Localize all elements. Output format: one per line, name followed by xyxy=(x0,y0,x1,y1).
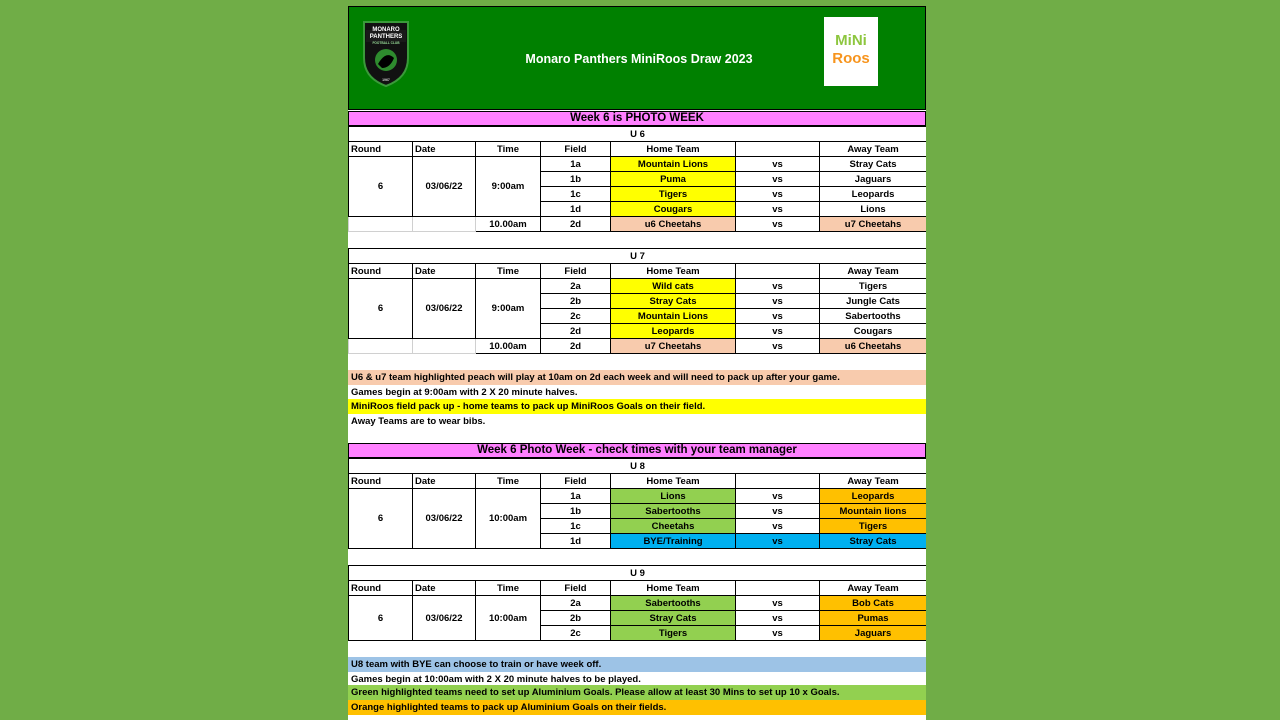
home-team-cell: Sabertooths xyxy=(611,596,736,611)
field-cell: 1a xyxy=(541,157,611,172)
vs-cell: vs xyxy=(736,324,820,339)
header-blank xyxy=(736,264,820,279)
u8-table xyxy=(348,458,926,549)
vs-cell: vs xyxy=(736,172,820,187)
empty-cell xyxy=(413,217,476,232)
away-team-cell: Stray Cats xyxy=(820,157,927,172)
field-cell: 2d xyxy=(541,339,611,354)
u8-header-row xyxy=(349,474,927,489)
round-cell: 6 xyxy=(349,157,413,217)
header-field: Field xyxy=(541,142,611,157)
table-row xyxy=(349,217,927,232)
home-team-cell: Stray Cats xyxy=(611,294,736,309)
home-team-cell: u6 Cheetahs xyxy=(611,217,736,232)
vs-cell: vs xyxy=(736,217,820,232)
away-team-cell: Stray Cats xyxy=(820,534,927,549)
time-cell: 10:00am xyxy=(476,596,541,641)
header-date: Date xyxy=(413,474,476,489)
date-cell: 03/06/22 xyxy=(413,157,476,217)
away-team-cell: Cougars xyxy=(820,324,927,339)
header-time: Time xyxy=(476,474,541,489)
header-home-team: Home Team xyxy=(611,264,736,279)
field-cell: 2c xyxy=(541,626,611,641)
header-date: Date xyxy=(413,142,476,157)
u8-label: U 8 xyxy=(349,459,927,474)
vs-cell: vs xyxy=(736,626,820,641)
u9-table xyxy=(348,565,926,641)
field-cell: 1d xyxy=(541,202,611,217)
vs-cell: vs xyxy=(736,157,820,172)
header-round: Round xyxy=(349,142,413,157)
round-cell: 6 xyxy=(349,489,413,549)
home-team-cell: u7 Cheetahs xyxy=(611,339,736,354)
vs-cell: vs xyxy=(736,279,820,294)
header-home-team: Home Team xyxy=(611,142,736,157)
away-team-cell: u7 Cheetahs xyxy=(820,217,927,232)
vs-cell: vs xyxy=(736,187,820,202)
home-team-cell: Stray Cats xyxy=(611,611,736,626)
empty-cell xyxy=(349,339,413,354)
away-team-cell: Leopards xyxy=(820,489,927,504)
header-field: Field xyxy=(541,581,611,596)
table-row xyxy=(349,157,927,172)
empty-cell xyxy=(349,217,413,232)
date-cell: 03/06/22 xyxy=(413,489,476,549)
away-team-cell: Lions xyxy=(820,202,927,217)
home-team-cell: Mountain Lions xyxy=(611,157,736,172)
home-team-cell: BYE/Training xyxy=(611,534,736,549)
header-date: Date xyxy=(413,581,476,596)
field-cell: 2d xyxy=(541,217,611,232)
note-game-start: Games begin at 9:00am with 2 X 20 minute halves. xyxy=(351,387,578,398)
draw-sheet xyxy=(348,6,926,720)
field-cell: 1b xyxy=(541,172,611,187)
vs-cell: vs xyxy=(736,596,820,611)
vs-cell: vs xyxy=(736,339,820,354)
note-game-start-2: Games begin at 10:00am with 2 X 20 minute halves to be played. xyxy=(351,674,641,685)
u9-label: U 9 xyxy=(349,566,927,581)
note-bibs: Away Teams are to wear bibs. xyxy=(351,416,486,427)
miniroos-logo-top: MiNi xyxy=(835,32,867,49)
header-time: Time xyxy=(476,581,541,596)
away-team-cell: Tigers xyxy=(820,519,927,534)
page-title: Monaro Panthers MiniRoos Draw 2023 xyxy=(525,52,753,66)
home-team-cell: Sabertooths xyxy=(611,504,736,519)
vs-cell: vs xyxy=(736,202,820,217)
away-team-cell: Jaguars xyxy=(820,172,927,187)
away-team-cell: Sabertooths xyxy=(820,309,927,324)
home-team-cell: Lions xyxy=(611,489,736,504)
table-row xyxy=(349,596,927,611)
header-away-team: Away Team xyxy=(820,581,927,596)
away-team-cell: Leopards xyxy=(820,187,927,202)
field-cell: 2b xyxy=(541,611,611,626)
header-field: Field xyxy=(541,264,611,279)
u6-table xyxy=(348,126,926,232)
header-time: Time xyxy=(476,264,541,279)
miniroos-logo xyxy=(824,17,878,86)
home-team-cell: Puma xyxy=(611,172,736,187)
svg-text:PANTHERS: PANTHERS xyxy=(369,34,403,40)
home-team-cell: Tigers xyxy=(611,626,736,641)
home-team-cell: Tigers xyxy=(611,187,736,202)
field-cell: 2a xyxy=(541,279,611,294)
note-bye: U8 team with BYE can choose to train or have week off. xyxy=(348,657,926,672)
time-cell: 9:00am xyxy=(476,279,541,339)
away-team-cell: Mountain lions xyxy=(820,504,927,519)
header-field: Field xyxy=(541,474,611,489)
field-cell: 1c xyxy=(541,187,611,202)
home-team-cell: Mountain Lions xyxy=(611,309,736,324)
header-blank xyxy=(736,142,820,157)
note-pack-up: MiniRoos field pack up - home teams to pack up MiniRoos Goals on their field. xyxy=(348,399,926,414)
u7-header-row xyxy=(349,264,927,279)
field-cell: 1d xyxy=(541,534,611,549)
time-cell: 10.00am xyxy=(476,339,541,354)
away-team-cell: u6 Cheetahs xyxy=(820,339,927,354)
home-team-cell: Wild cats xyxy=(611,279,736,294)
note-orange-teams: Orange highlighted teams to pack up Aluminium Goals on their fields. xyxy=(348,700,926,715)
away-team-cell: Bob Cats xyxy=(820,596,927,611)
vs-cell: vs xyxy=(736,489,820,504)
header-round: Round xyxy=(349,474,413,489)
field-cell: 2a xyxy=(541,596,611,611)
note-peach-teams: U6 & u7 team highlighted peach will play at 10am on 2d each week and will need to pack up after your game. xyxy=(348,370,926,385)
away-team-cell: Jungle Cats xyxy=(820,294,927,309)
header-round: Round xyxy=(349,581,413,596)
empty-cell xyxy=(413,339,476,354)
vs-cell: vs xyxy=(736,519,820,534)
table-row xyxy=(349,489,927,504)
date-cell: 03/06/22 xyxy=(413,596,476,641)
header-home-team: Home Team xyxy=(611,581,736,596)
field-cell: 2b xyxy=(541,294,611,309)
away-team-cell: Jaguars xyxy=(820,626,927,641)
home-team-cell: Cheetahs xyxy=(611,519,736,534)
u7-table xyxy=(348,248,926,354)
note-green-teams: Green highlighted teams need to set up Aluminium Goals. Please allow at least 30 Mins to set up 10 x Goals. xyxy=(348,685,926,700)
field-cell: 1b xyxy=(541,504,611,519)
round-cell: 6 xyxy=(349,596,413,641)
svg-text:1967: 1967 xyxy=(382,78,390,82)
vs-cell: vs xyxy=(736,534,820,549)
time-cell: 9:00am xyxy=(476,157,541,217)
round-cell: 6 xyxy=(349,279,413,339)
home-team-cell: Cougars xyxy=(611,202,736,217)
header-time: Time xyxy=(476,142,541,157)
svg-text:FOOTBALL CLUB: FOOTBALL CLUB xyxy=(372,41,400,45)
photo-week-banner: Week 6 is PHOTO WEEK xyxy=(348,111,926,126)
svg-text:MONARO: MONARO xyxy=(372,27,400,33)
u6-label: U 6 xyxy=(349,127,927,142)
header-date: Date xyxy=(413,264,476,279)
table-row xyxy=(349,279,927,294)
header-round: Round xyxy=(349,264,413,279)
photo-week-banner-2: Week 6 Photo Week - check times with your team manager xyxy=(348,443,926,458)
header-away-team: Away Team xyxy=(820,474,927,489)
u6-header-row xyxy=(349,142,927,157)
home-team-cell: Leopards xyxy=(611,324,736,339)
field-cell: 2d xyxy=(541,324,611,339)
u7-label: U 7 xyxy=(349,249,927,264)
header-home-team: Home Team xyxy=(611,474,736,489)
vs-cell: vs xyxy=(736,309,820,324)
monaro-panthers-crest-icon xyxy=(360,18,412,88)
away-team-cell: Tigers xyxy=(820,279,927,294)
vs-cell: vs xyxy=(736,504,820,519)
field-cell: 1a xyxy=(541,489,611,504)
field-cell: 1c xyxy=(541,519,611,534)
table-row xyxy=(349,339,927,354)
header-banner xyxy=(348,6,926,110)
date-cell: 03/06/22 xyxy=(413,279,476,339)
vs-cell: vs xyxy=(736,294,820,309)
vs-cell: vs xyxy=(736,611,820,626)
u9-header-row xyxy=(349,581,927,596)
header-blank xyxy=(736,581,820,596)
time-cell: 10.00am xyxy=(476,217,541,232)
field-cell: 2c xyxy=(541,309,611,324)
miniroos-logo-bottom: Roos xyxy=(832,50,870,67)
header-blank xyxy=(736,474,820,489)
header-away-team: Away Team xyxy=(820,264,927,279)
time-cell: 10:00am xyxy=(476,489,541,549)
header-away-team: Away Team xyxy=(820,142,927,157)
away-team-cell: Pumas xyxy=(820,611,927,626)
